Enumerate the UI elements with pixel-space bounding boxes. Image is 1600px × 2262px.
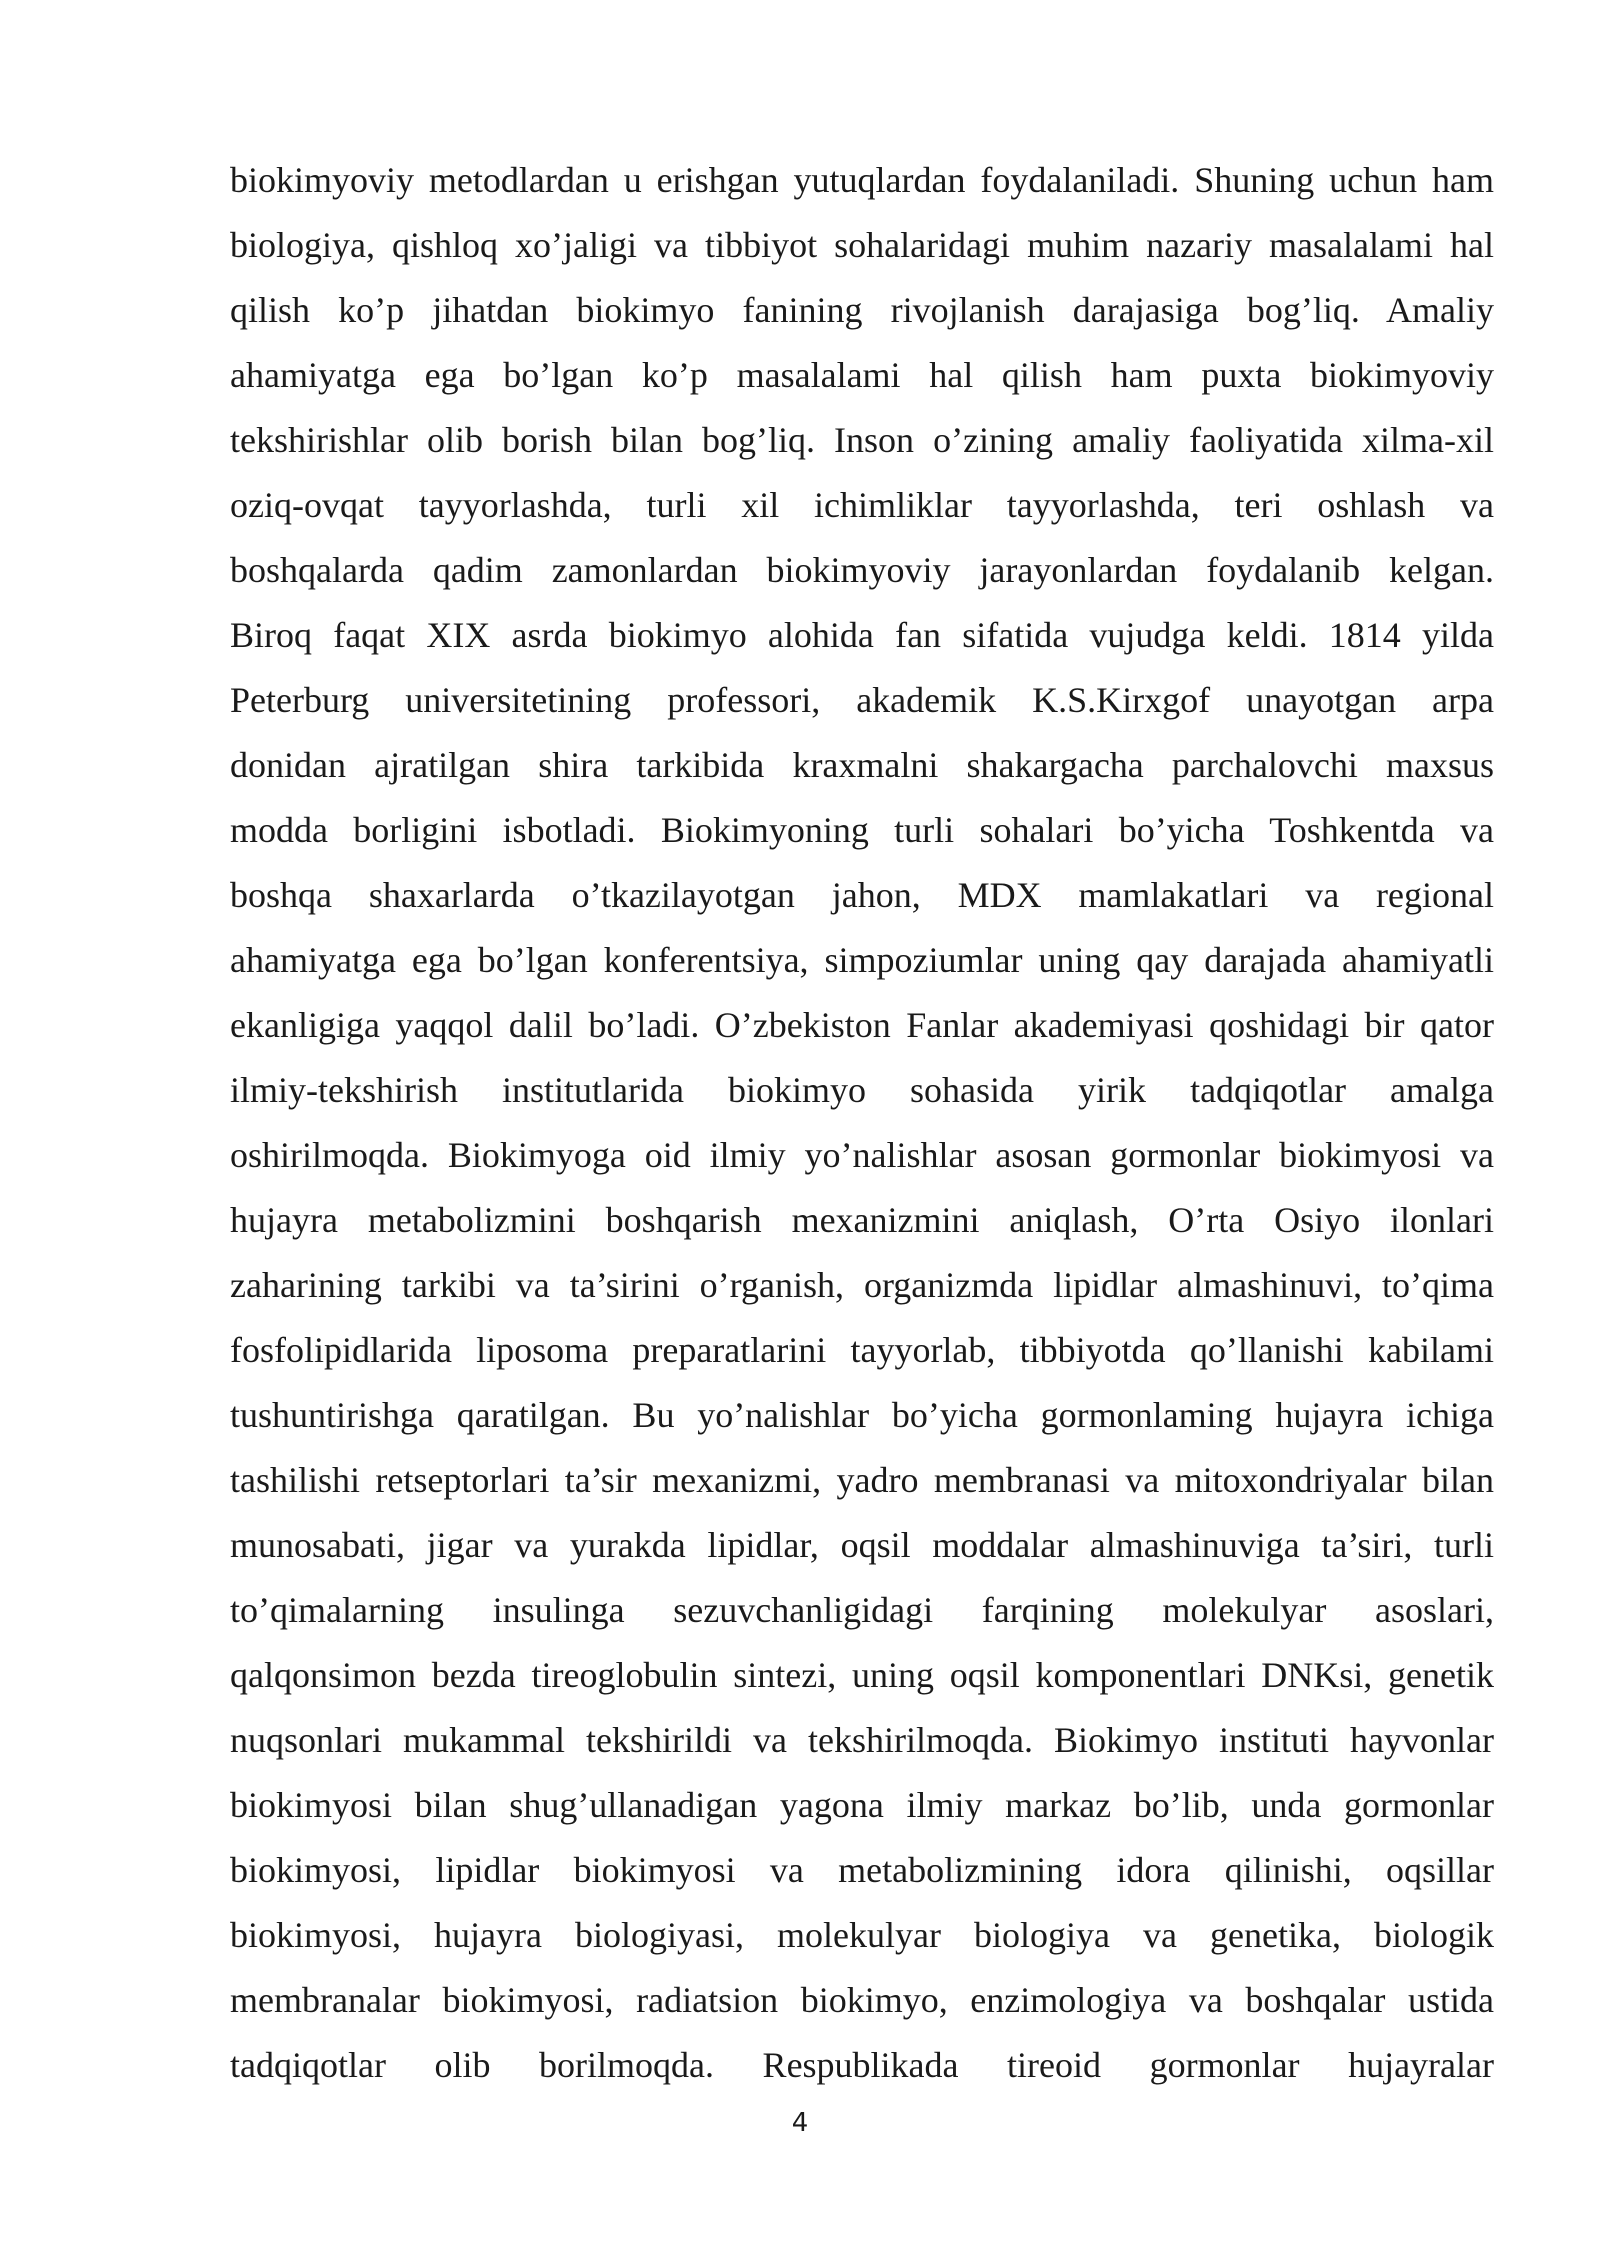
text-line: fosfolipidlarida liposoma preparatlarini tayyorlab, tibbiyotda qo’llanishi kabilami (230, 1330, 1494, 1370)
text-line: biologiya, qishloq xo’jaligi va tibbiyot sohalaridagi muhim nazariy masalalami hal (230, 225, 1494, 265)
text-line: tashilishi retseptorlari ta’sir mexanizmi, yadro membranasi va mitoxondriyalar bilan (230, 1460, 1494, 1500)
text-line: ahamiyatga ega bo’lgan konferentsiya, simpoziumlar uning qay darajada ahamiyatli (230, 940, 1494, 980)
text-line: to’qimalarning insulinga sezuvchanligidagi farqining molekulyar asoslari, (230, 1590, 1494, 1630)
text-line: ahamiyatga ega bo’lgan ko’p masalalami hal qilish ham puxta biokimyoviy (230, 355, 1494, 395)
text-line: boshqa shaxarlarda o’tkazilayotgan jahon, MDX mamlakatlari va regional (230, 875, 1494, 915)
text-line: zaharining tarkibi va ta’sirini o’rganish, organizmda lipidlar almashinuvi, to’qima (230, 1265, 1494, 1305)
text-line: Biroq faqat XIX asrda biokimyo alohida fan sifatida vujudga keldi. 1814 yilda (230, 615, 1494, 655)
text-line: ilmiy-tekshirish institutlarida biokimyo sohasida yirik tadqiqotlar amalga (230, 1070, 1494, 1110)
text-line: membranalar biokimyosi, radiatsion biokimyo, enzimologiya va boshqalar ustida (230, 1980, 1494, 2020)
text-line: donidan ajratilgan shira tarkibida kraxmalni shakargacha parchalovchi maxsus (230, 745, 1494, 785)
text-line: munosabati, jigar va yurakda lipidlar, oqsil moddalar almashinuviga ta’siri, turli (230, 1525, 1494, 1565)
text-line: biokimyosi, hujayra biologiyasi, molekulyar biologiya va genetika, biologik (230, 1915, 1494, 1955)
text-line: qalqonsimon bezda tireoglobulin sintezi, uning oqsil komponentlari DNKsi, genetik (230, 1655, 1494, 1695)
text-line: tekshirishlar olib borish bilan bog’liq. Inson o’zining amaliy faoliyatida xilma-xil (230, 420, 1494, 460)
text-line: tushuntirishga qaratilgan. Bu yo’nalishlar bo’yicha gormonlaming hujayra ichiga (230, 1395, 1494, 1435)
text-line: boshqalarda qadim zamonlardan biokimyoviy jarayonlardan foydalanib kelgan. (230, 550, 1494, 590)
text-line: biokimyoviy metodlardan u erishgan yutuqlardan foydalaniladi. Shuning uchun ham (230, 160, 1494, 200)
text-line: biokimyosi bilan shug’ullanadigan yagona ilmiy markaz bo’lib, unda gormonlar (230, 1785, 1494, 1825)
text-line: hujayra metabolizmini boshqarish mexanizmini aniqlash, O’rta Osiyo ilonlari (230, 1200, 1494, 1240)
body-text (230, 148, 1494, 2098)
text-line: biokimyosi, lipidlar biokimyosi va metabolizmining idora qilinishi, oqsillar (230, 1850, 1494, 1890)
text-line: oziq-ovqat tayyorlashda, turli xil ichimliklar tayyorlashda, teri oshlash va (230, 485, 1494, 525)
text-line: nuqsonlari mukammal tekshirildi va tekshirilmoqda. Biokimyo instituti hayvonlar (230, 1720, 1494, 1760)
text-line: qilish ko’p jihatdan biokimyo fanining rivojlanish darajasiga bog’liq. Amaliy (230, 290, 1494, 330)
text-line: tadqiqotlar olib borilmoqda. Respublikada tireoid gormonlar hujayralar (230, 2045, 1494, 2085)
text-line: modda borligini isbotladi. Biokimyoning turli sohalari bo’yicha Toshkentda va (230, 810, 1494, 850)
text-line: oshirilmoqda. Biokimyoga oid ilmiy yo’nalishlar asosan gormonlar biokimyosi va (230, 1135, 1494, 1175)
text-line: ekanligiga yaqqol dalil bo’ladi. O’zbekiston Fanlar akademiyasi qoshidagi bir qator (230, 1005, 1494, 1045)
page-number: 4 (791, 2108, 809, 2138)
text-line: Peterburg universitetining professori, akademik K.S.Kirxgof unayotgan arpa (230, 680, 1494, 720)
